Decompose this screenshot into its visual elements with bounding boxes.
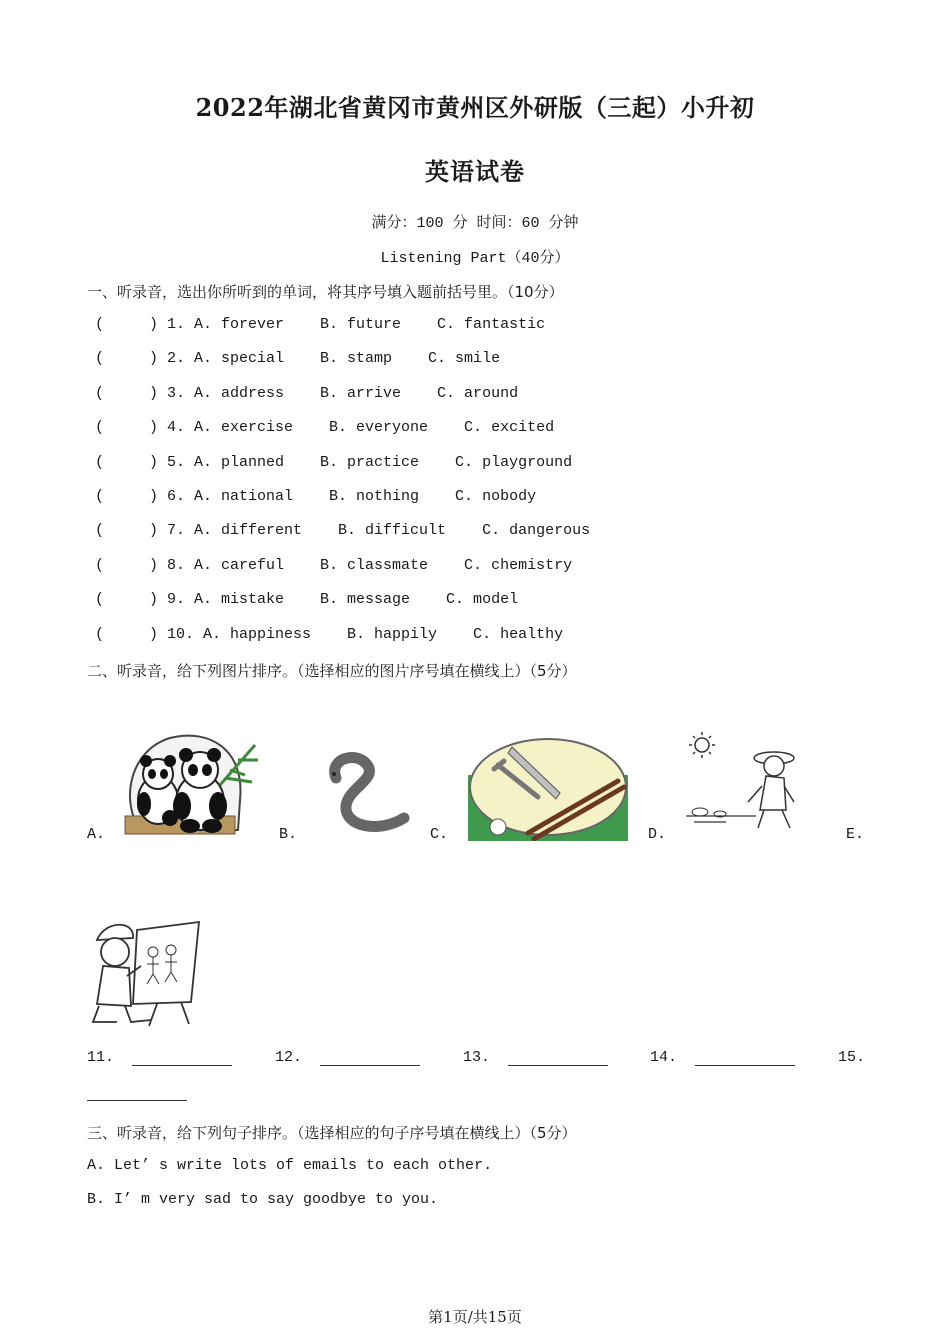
answer-line[interactable]	[695, 1049, 795, 1066]
blank-15-line[interactable]	[87, 1100, 187, 1101]
farmer-picture	[686, 730, 826, 836]
picture-label-e: E.	[846, 826, 865, 843]
question-row: ( ) 1. A. forever B. future C. fantastic	[95, 316, 546, 333]
picture-label-c: C.	[430, 826, 449, 843]
answer-line[interactable]	[320, 1049, 420, 1066]
exam-title-line2: 英语试卷	[425, 157, 525, 186]
question-row: ( ) 5. A. planned B. practice C. playground	[95, 454, 573, 471]
sentence-b: B. I’ m very sad to say goodbye to you.	[87, 1191, 439, 1208]
blank-number: 13.	[463, 1049, 491, 1066]
blank-15-number: 15.	[838, 1049, 866, 1066]
page-number: 第1页/共15页	[428, 1308, 522, 1326]
exam-title-line1: 2022年湖北省黄冈市黄州区外研版（三起）小升初	[195, 93, 755, 122]
section3-heading: 三、听录音，给下列句子排序。（选择相应的句子序号填在横线上）（5分）	[87, 1124, 577, 1142]
question-row: ( ) 2. A. special B. stamp C. smile	[95, 350, 501, 367]
section1-heading: 一、听录音，选出你所听到的单词，将其序号填入题前括号里。（10分）	[87, 283, 564, 301]
question-row: ( ) 9. A. mistake B. message C. model	[95, 591, 519, 608]
question-row: ( ) 10. A. happiness B. happily C. healthy	[95, 626, 564, 643]
blank-14[interactable]	[650, 1049, 795, 1066]
picture-label-a: A.	[87, 826, 106, 843]
blank-12[interactable]	[275, 1049, 420, 1066]
blank-11[interactable]	[87, 1049, 232, 1066]
sentence-a: A. Let’ s write lots of emails to each other.	[87, 1157, 493, 1174]
cutlery-picture	[468, 735, 628, 841]
blank-number: 14.	[650, 1049, 678, 1066]
question-row: ( ) 3. A. address B. arrive C. around	[95, 385, 519, 402]
listening-part-heading: Listening Part（40分）	[380, 250, 570, 267]
question-row: ( ) 8. A. careful B. classmate C. chemistry	[95, 557, 573, 574]
picture-label-d: D.	[648, 826, 667, 843]
question-row: ( ) 4. A. exercise B. everyone C. excited	[95, 419, 555, 436]
pandas-picture	[120, 730, 260, 838]
blank-number: 11.	[87, 1049, 115, 1066]
question-row: ( ) 7. A. different B. difficult C. dangerous	[95, 522, 591, 539]
blank-13[interactable]	[463, 1049, 608, 1066]
picture-answer-blanks	[87, 1049, 867, 1073]
answer-line[interactable]	[508, 1049, 608, 1066]
answer-line[interactable]	[132, 1049, 232, 1066]
question-row: ( ) 6. A. national B. nothing C. nobody	[95, 488, 537, 505]
picture-label-b: B.	[279, 826, 298, 843]
blank-number: 12.	[275, 1049, 303, 1066]
painting-child-picture	[87, 910, 205, 1028]
section2-heading: 二、听录音，给下列图片排序。（选择相应的图片序号填在横线上）（5分）	[87, 662, 577, 680]
snake-picture	[318, 748, 410, 840]
score-time-info: 满分：100 分 时间：60 分钟	[371, 215, 579, 232]
